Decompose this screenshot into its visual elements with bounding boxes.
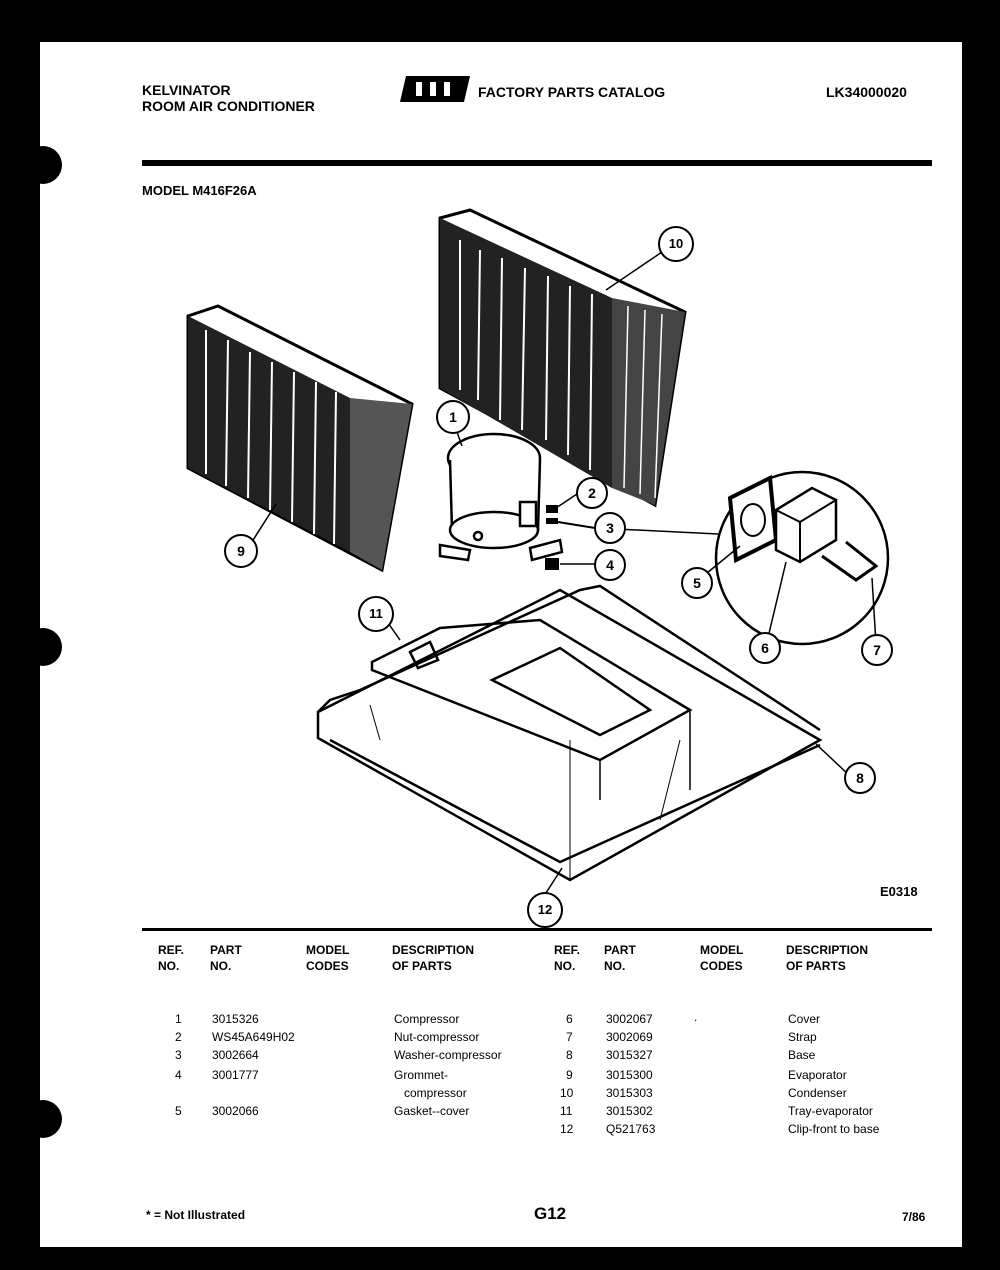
- revision-date: 7/86: [902, 1210, 926, 1224]
- terminal-cover-detail: [716, 472, 888, 644]
- mounting-hardware: [545, 505, 595, 570]
- callout-11: 11: [358, 596, 394, 632]
- header-model-right: MODEL CODES: [700, 943, 744, 973]
- callout-7: 7: [861, 634, 893, 666]
- footnote: * = Not Illustrated: [146, 1208, 246, 1222]
- evaporator-coil: [188, 306, 412, 570]
- callout-2: 2: [576, 477, 608, 509]
- brand-name: KELVINATOR: [142, 82, 231, 98]
- compressor: [440, 434, 562, 560]
- header-desc-right: DESCRIPTION OF PARTS: [786, 943, 869, 973]
- header-part-left: PART NO.: [210, 943, 242, 973]
- callout-4: 4: [594, 549, 626, 581]
- table-top-rule: [142, 928, 932, 931]
- product-line: ROOM AIR CONDITIONER: [142, 98, 315, 114]
- header-part-right: PART NO.: [604, 943, 636, 973]
- callout-8: 8: [844, 762, 876, 794]
- model-number: MODEL M416F26A: [142, 183, 257, 198]
- header-ref-right: REF. NO.: [554, 943, 581, 973]
- page-number: G12: [534, 1204, 567, 1223]
- catalog-code: LK34000020: [826, 84, 907, 100]
- header-model-left: MODEL CODES: [306, 943, 350, 973]
- callout-3: 3: [594, 512, 626, 544]
- callout-12: 12: [527, 892, 563, 928]
- punch-hole-bottom: [24, 1100, 62, 1138]
- callout-10: 10: [658, 226, 694, 262]
- callout-5: 5: [681, 567, 713, 599]
- header-ref-left: REF. NO.: [158, 943, 185, 973]
- callout-1: 1: [436, 400, 470, 434]
- callout-9: 9: [224, 534, 258, 568]
- catalog-title: FACTORY PARTS CATALOG: [478, 84, 666, 100]
- header-desc-left: DESCRIPTION OF PARTS: [392, 943, 475, 973]
- callout-6: 6: [749, 632, 781, 664]
- evaporator-tray: [372, 620, 690, 800]
- figure-code: E0318: [880, 884, 918, 899]
